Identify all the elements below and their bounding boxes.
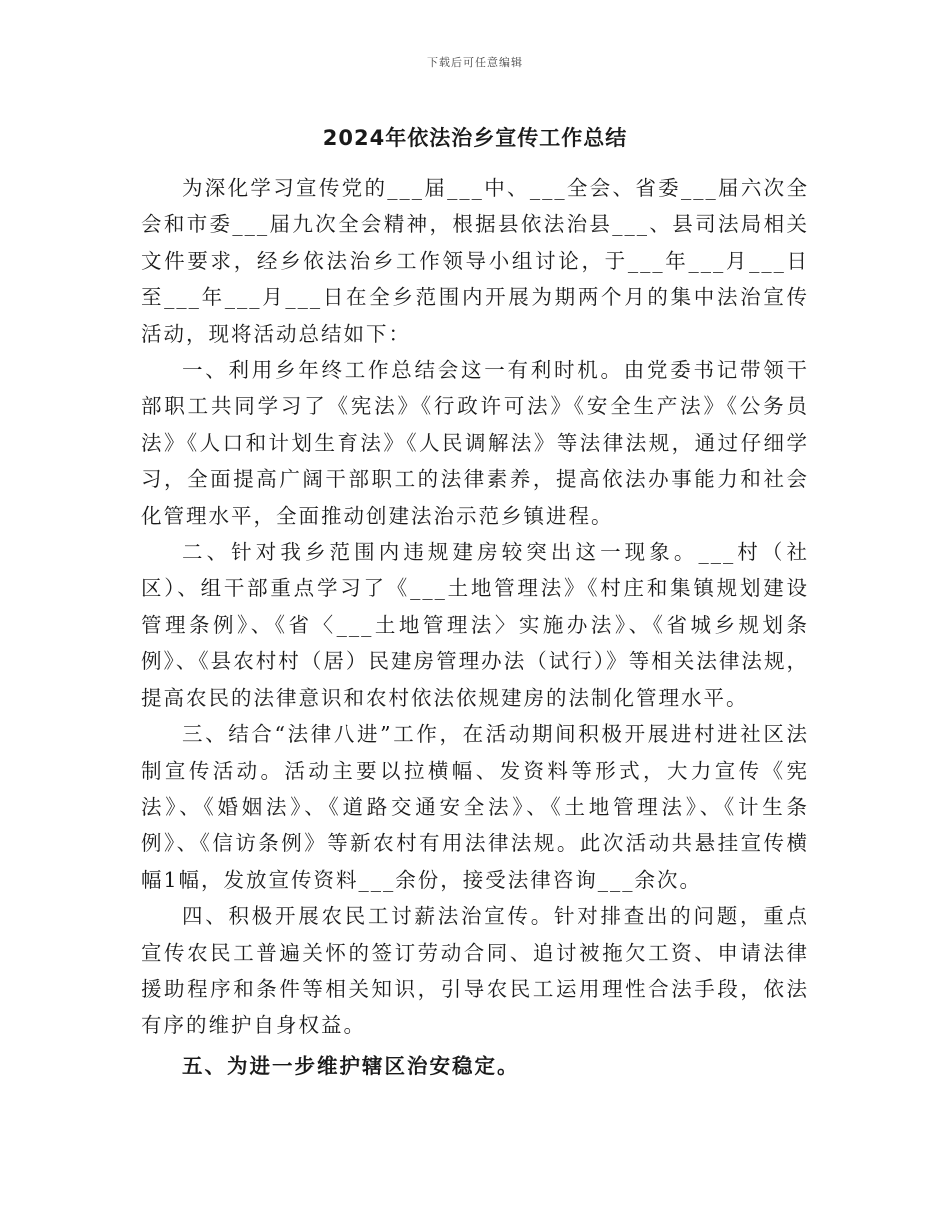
paragraph-section-2: 二、针对我乡范围内违规建房较突出这一现象。___村（社区）、组干部重点学习了《___土地管理法》《村庄和集镇规划建设管理条例》、《省〈___土地管理法〉实施办法》、《省城乡规划条例》、《县农村村（居）民建房管理办法（试行）》等相关法律法规，提高农民的法律意识和农村依法依规建房的法制化管理水平。 bbox=[141, 540, 809, 710]
paragraph-intro: 为深化学习宣传党的___届___中、___全会、省委___届六次全会和市委___届九次全会精神，根据县依法治县___、县司法局相关文件要求，经乡依法治乡工作领导小组讨论，于___年___月___日至___年___月___日在全乡范围内开展为期两个月的集中法治宣传活动，现将活动总结如下： bbox=[141, 176, 809, 346]
document-body bbox=[141, 170, 809, 1084]
paragraph-section-1: 一、利用乡年终工作总结会这一有利时机。由党委书记带领干部职工共同学习了《宪法》《行政许可法》《安全生产法》《公务员法》《人口和计划生育法》《人民调解法》等法律法规，通过仔细学习，全面提高广阔干部职工的法律素养，提高依法办事能力和社会化管理水平，全面推动创建法治示范乡镇进程。 bbox=[141, 358, 809, 528]
section-5-heading: 五、为进一步维护辖区治安稳定。 bbox=[182, 1053, 520, 1078]
page-header-note: 下载后可任意编辑 bbox=[427, 56, 523, 69]
paragraph-section-4: 四、积极开展农民工讨薪法治宣传。针对排查出的问题，重点宣传农民工普遍关怀的签订劳动合同、追讨被拖欠工资、申请法律援助程序和条件等相关知识，引导农民工运用理性合法手段，依法有序的维护自身权益。 bbox=[141, 904, 809, 1038]
document-title: 2024年依法治乡宣传工作总结 bbox=[322, 126, 628, 150]
paragraph-section-3: 三、结合“法律八进”工作，在活动期间积极开展进村进社区法制宣传活动。活动主要以拉横幅、发资料等形式，大力宣传《宪法》、《婚姻法》、《道路交通安全法》、《土地管理法》、《计生条例》、《信访条例》等新农村有用法律法规。此次活动共悬挂宣传横幅1幅，发放宣传资料___余份，接受法律咨询___余次。 bbox=[141, 722, 809, 892]
